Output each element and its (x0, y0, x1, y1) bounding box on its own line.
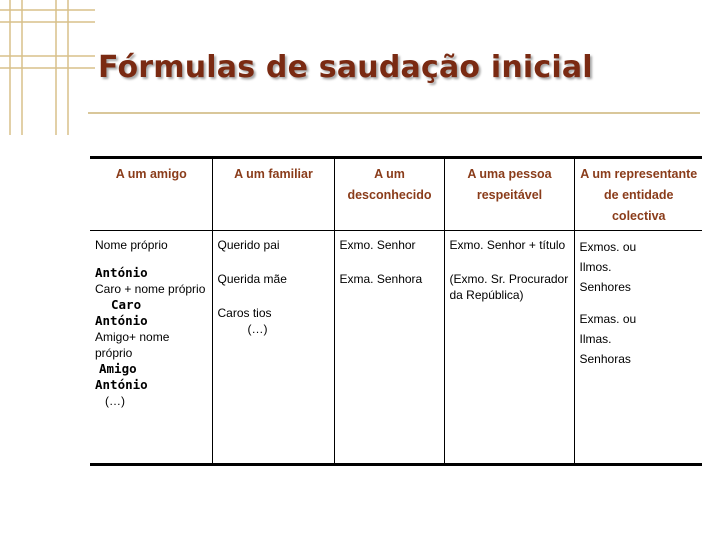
table-header-row (90, 158, 702, 231)
cell-ellipsis: (…) (247, 322, 268, 336)
cell-text: Exmo. Senhor (339, 238, 416, 252)
cell-text: Ilmas. (579, 332, 612, 346)
cell-ellipsis: (…) (105, 394, 125, 408)
cell-text: Exmas. ou (579, 312, 637, 326)
cell-text: Querida mãe (217, 272, 287, 286)
cell-example: António (95, 265, 148, 280)
header-collective-entity: A um representante de entidade colectiva (574, 158, 702, 231)
cell-friend (90, 231, 212, 465)
cell-text: Senhores (579, 280, 631, 294)
slide-title: Fórmulas de saudação inicial (98, 50, 593, 85)
spacer (450, 253, 570, 271)
cell-text: Senhoras (579, 352, 631, 366)
cell-text: Exmo. Senhor + título (449, 238, 566, 252)
cell-text: Ilmos. (579, 260, 612, 274)
header-respectable-person: A uma pessoa respeitável (444, 158, 574, 231)
cell-example: Amigo (99, 361, 137, 376)
header-family: A um familiar (212, 158, 334, 231)
spacer (218, 253, 330, 271)
cell-text: Caros tios (217, 306, 272, 320)
cell-stranger (334, 231, 444, 465)
cell-text: (Exmo. Sr. Procurador da República) (449, 272, 569, 302)
table-row (90, 231, 702, 465)
cell-example: Caro (111, 297, 142, 312)
cell-text: Amigo+ nome próprio (95, 330, 170, 360)
cell-text: Exma. Senhora (339, 272, 423, 286)
cell-example: António (95, 377, 148, 392)
cell-text: Exmos. ou (579, 240, 637, 254)
greetings-table (90, 156, 702, 466)
cell-respectable-person (444, 231, 574, 465)
header-stranger: A um desconhecido (334, 158, 444, 231)
cell-example: António (95, 313, 148, 328)
cell-collective-entity (574, 231, 702, 465)
cell-text: Nome próprio (95, 238, 168, 252)
cell-text: Querido pai (217, 238, 280, 252)
spacer (218, 287, 330, 305)
decorative-corner-lines (0, 0, 100, 140)
spacer (580, 297, 699, 309)
spacer (340, 253, 440, 271)
spacer (95, 253, 208, 265)
title-divider (88, 112, 700, 114)
cell-text: Caro + nome próprio (95, 282, 206, 296)
cell-family (212, 231, 334, 465)
header-friend: A um amigo (90, 158, 212, 231)
